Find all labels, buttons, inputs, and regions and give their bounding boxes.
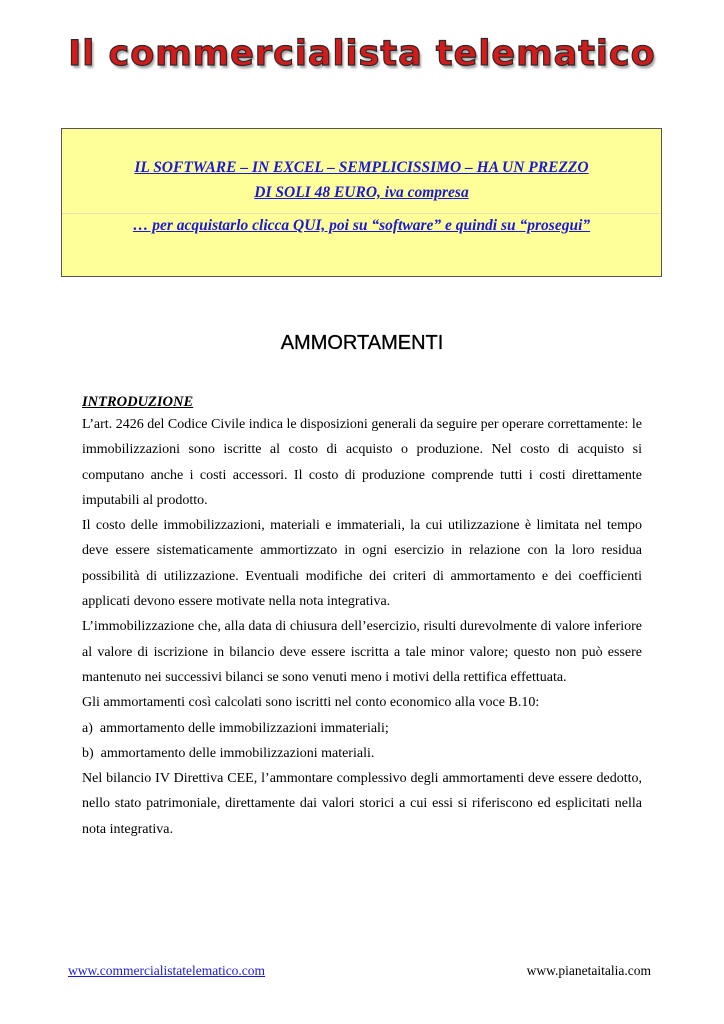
- promo-divider: [62, 213, 661, 214]
- section-heading-introduzione: INTRODUZIONE: [82, 394, 194, 410]
- footer-site-link[interactable]: www.commercialistatelematico.com: [68, 963, 266, 978]
- list-item: a) ammortamento delle immobilizzazioni immateriali;: [82, 720, 389, 736]
- paragraph: Il costo delle immobilizzazioni, materiali e immateriali, la cui utilizzazione è limitata nel tempo deve essere sistematicamente ammortizzato in ogni esercizio in relazione con la loro residua possibilità di utilizzazione. Eventuali modifiche dei criteri di ammortamento e dei coefficienti applicati devono essere motivate nella nota integrativa.: [82, 518, 642, 610]
- site-logo: Il commercialista telematico: [68, 34, 656, 74]
- promo-link-line-1[interactable]: IL SOFTWARE – IN EXCEL – SEMPLICISSIMO – HA UN PREZZO: [134, 159, 589, 176]
- footer-partner-text: www.pianetaitalia.com: [526, 963, 651, 978]
- page-title: AMMORTAMENTI: [280, 332, 444, 354]
- paragraph: Gli ammortamenti così calcolati sono iscritti nel conto economico alla voce B.10:: [82, 695, 540, 711]
- promo-link-line-2[interactable]: DI SOLI 48 EURO, iva compresa: [254, 184, 469, 201]
- list-item: b) ammortamento delle immobilizzazioni materiali.: [82, 745, 375, 761]
- paragraph: L’immobilizzazione che, alla data di chiusura dell’esercizio, risulti durevolmente di valore inferiore al valore di iscrizione in bilancio deve essere iscritta a tale minor valore; questo non può essere mantenuto nei successivi bilanci se sono venuti meno i motivi della rettifica effettuata.: [82, 619, 642, 685]
- promo-box: [61, 128, 662, 277]
- promo-buy-link[interactable]: … per acquistarlo clicca QUI, poi su “software” e quindi su “prosegui”: [132, 217, 591, 234]
- paragraph: Nel bilancio IV Direttiva CEE, l’ammontare complessivo degli ammortamenti deve essere dedotto, nello stato patrimoniale, direttamente dai valori storici a cui essi si riferiscono ed esplicitati nella nota integrativa.: [82, 771, 642, 837]
- document-body: [82, 412, 642, 842]
- paragraph: L’art. 2426 del Codice Civile indica le disposizioni generali da seguire per operare correttamente: le immobilizzazioni sono iscritte al costo di acquisto o produzione. Nel costo di acquisto si computano anche i costi accessori. Il costo di produzione comprende tutti i costi direttamente imputabili al prodotto.: [82, 417, 642, 508]
